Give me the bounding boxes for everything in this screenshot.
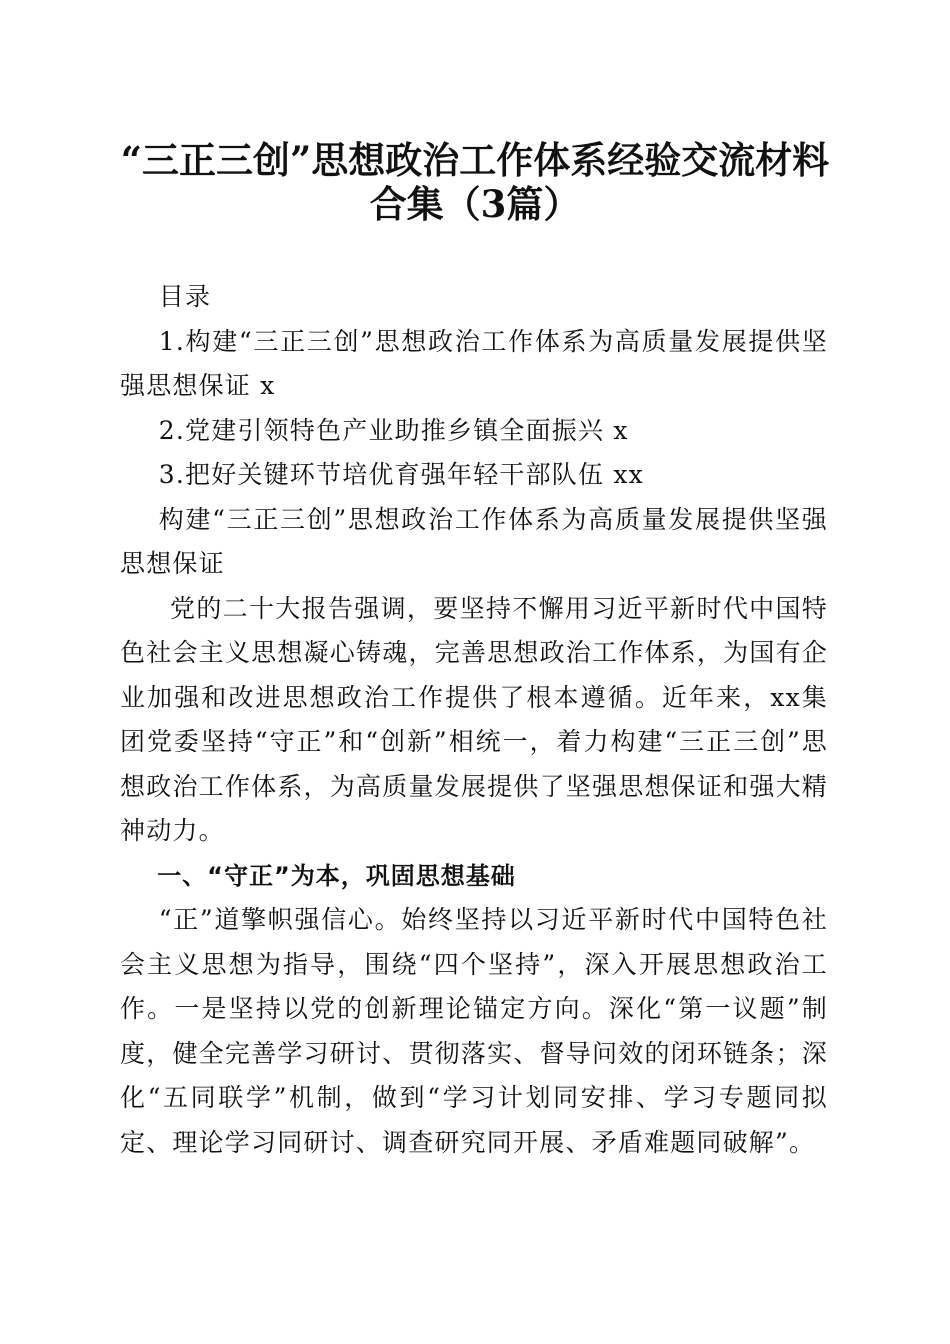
document-body [120, 275, 828, 1165]
toc-heading: 目录 [158, 282, 212, 311]
section-1-paragraph: “正”道擎帜强信心。始终坚持以习近平新时代中国特色社会主义思想为指导，围绕“四个坚持”，深入开展思想政治工作。一是坚持以党的创新理论锚定方向。深化“第一议题”制度，健全完善学习研讨、贯彻落实、督导问效的闭环链条；深化“五同联学”机制，做到“学习计划同安排、学习专题同拟定、理论学习同研讨、调查研究同开展、矛盾难题同破解”。 [120, 905, 828, 1157]
document-title [0, 138, 950, 226]
toc-item-3: 3.把好关键环节培优育强年轻干部队伍 xx [158, 460, 644, 489]
section-1-heading: 一、“守正”为本，巩固思想基础 [157, 861, 516, 890]
toc-item-1: 1.构建“三正三创”思想政治工作体系为高质量发展提供坚强思想保证 x [120, 326, 828, 400]
article-title: 构建“三正三创”思想政治工作体系为高质量发展提供坚强思想保证 [120, 504, 828, 578]
toc-item-2: 2.党建引领特色产业助推乡镇全面振兴 x [158, 415, 629, 445]
title-line-2: 合集（3篇） [369, 182, 581, 226]
intro-paragraph: 党的二十大报告强调，要坚持不懈用习近平新时代中国特色社会主义思想凝心铸魂，完善思想政治工作体系，为国有企业加强和改进思想政治工作提供了根本遵循。近年来，xx集团党委坚持“守正”和“创新”相统一，着力构建“三正三创”思想政治工作体系，为高质量发展提供了坚强思想保证和强大精神动力。 [120, 593, 828, 845]
title-line-1: “三正三创”思想政治工作体系经验交流材料 [120, 138, 830, 182]
